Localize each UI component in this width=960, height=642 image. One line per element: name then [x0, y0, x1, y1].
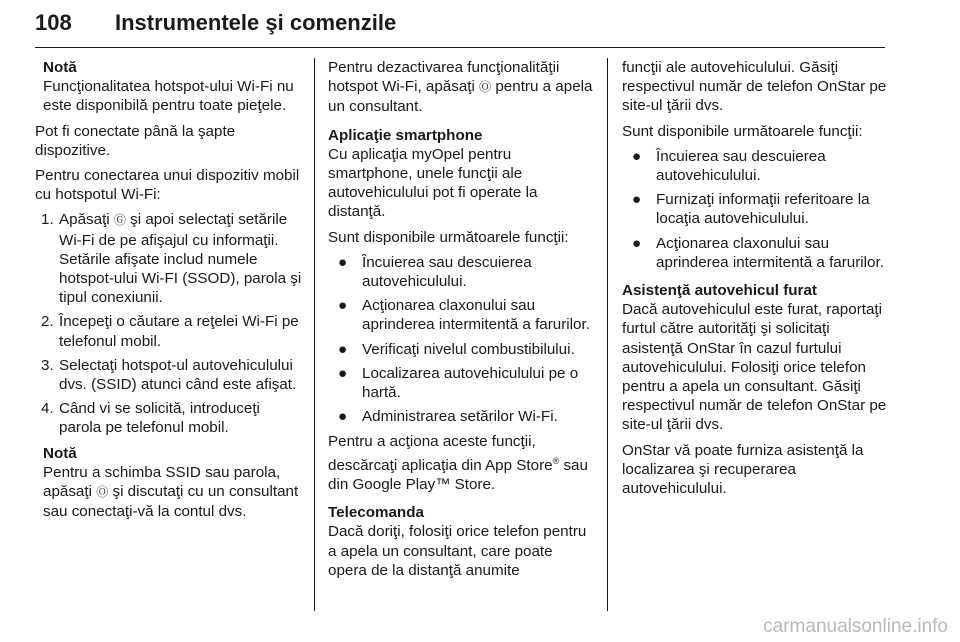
step-text: Începeţi o căutare a reţelei Wi-Fi pe telefonul mobil. — [59, 313, 299, 350]
header-rule — [35, 47, 885, 48]
paragraph-text-post: sau din Google Play™ Store. — [328, 456, 588, 493]
list-item — [328, 364, 593, 402]
bullet-icon: ● — [338, 364, 348, 382]
list-item — [328, 340, 593, 359]
list-item-text: Acţionarea claxonului sau aprinderea intermitentă a farurilor. — [656, 234, 884, 271]
note-title: Notă — [43, 59, 77, 76]
list-item-text: Administrarea setărilor Wi-Fi. — [362, 408, 558, 426]
paragraph: Sunt disponibile următoarele funcţii: — [622, 122, 863, 140]
bullet-list — [328, 253, 593, 427]
paragraph: funcţii ale autovehiculului. Găsiţi respectivul număr de telefon OnStar pe site-ul ţării dvs. — [622, 59, 887, 115]
column-3 — [622, 58, 887, 504]
list-item — [328, 253, 593, 291]
step-number: 1. — [41, 211, 54, 229]
steps-list — [35, 210, 303, 437]
list-item-text: Încuierea sau descuierea autovehiculului. — [362, 253, 532, 291]
watermark: carmanualsonline.info — [763, 616, 948, 637]
list-item-text: Verificaţi nivelul combustibilului. — [362, 340, 575, 358]
column-1 — [35, 58, 303, 527]
paragraph — [328, 58, 593, 117]
paragraph: Pentru conectarea unui dispozitiv mobil cu hotspotul Wi-Fi: — [35, 167, 300, 204]
column-2 — [328, 58, 593, 586]
onstar-services-icon: Ⓖ — [113, 213, 126, 228]
registered-mark: ® — [552, 455, 560, 466]
bullet-icon: ● — [338, 297, 348, 315]
paragraph: Pot fi conectate până la şapte dispozitive. — [35, 122, 236, 159]
list-item — [622, 234, 887, 272]
bullet-icon: ● — [632, 234, 642, 252]
note-text-post: şi discutaţi cu un consultant sau conectaţi-vă la contul dvs. — [43, 483, 299, 521]
step-number: 2. — [41, 313, 54, 331]
column-divider — [607, 58, 608, 611]
column-divider — [314, 58, 315, 611]
list-item — [622, 147, 887, 185]
paragraph: Sunt disponibile următoarele funcţii: — [328, 228, 569, 246]
step-text: Selectaţi hotspot-ul autovehiculului dvs. (SSID) atunci când este afişat. — [59, 356, 297, 394]
page-header — [35, 6, 885, 46]
section-heading: Aplicaţie smartphone — [328, 126, 483, 144]
list-item — [328, 296, 593, 334]
onstar-button-icon: Ⓞ — [96, 485, 109, 500]
list-item — [35, 312, 303, 350]
list-item-text: Încuierea sau descuierea autovehiculului. — [656, 147, 826, 185]
step-number: 4. — [41, 400, 54, 418]
paragraph-text-pre: Pentru dezactivarea funcţionalităţii hotspot Wi-Fi, apăsaţi — [328, 59, 560, 96]
bullet-icon: ● — [338, 340, 348, 358]
list-item — [35, 399, 303, 437]
bullet-icon: ● — [632, 191, 642, 209]
list-item — [622, 190, 887, 228]
bullet-icon: ● — [632, 147, 642, 165]
section-heading: Asistenţă autovehicul furat — [622, 282, 817, 300]
paragraph: Dacă autovehiculul este furat, raportaţi furtul către autorităţi şi solicitaţi asistenţă OnStar în cazul furtului autovehiculului. Folosiţi orice telefon pentru a apela un consultant. Găsiţi respectivul număr de telefon OnStar pe site-ul ţării dvs. — [622, 301, 887, 434]
note-text: Funcţionalitatea hotspot-ului Wi-Fi nu este disponibilă pentru toate pieţele. — [43, 78, 294, 115]
onstar-button-icon: Ⓞ — [479, 80, 492, 95]
step-text: Când vi se solicită, introduceţi parola pe telefonul mobil. — [59, 400, 260, 437]
step-number: 3. — [41, 356, 54, 374]
note-text — [43, 463, 303, 522]
list-item — [35, 356, 303, 394]
paragraph: Dacă doriţi, folosiţi orice telefon pentru a apela un consultant, care poate opera de la distanţă anumite — [328, 523, 587, 579]
paragraph-text-pre: Pentru a acţiona aceste funcţii, descărcaţi aplicaţia din App Store — [328, 433, 553, 474]
step-text-pre: Apăsaţi — [59, 211, 110, 229]
section-heading: Telecomanda — [328, 504, 424, 522]
note-text-pre: Pentru a schimba SSID sau parola, apăsaţi — [43, 463, 281, 501]
bullet-list — [622, 147, 887, 272]
step-text-post: şi apoi selectaţi setările Wi-Fi de pe afişajul cu informaţii. Setările afişate includ numele hotspot-ului Wi-FI (SSOD), parola şi tipul conexiunii. — [59, 211, 302, 307]
note-box — [35, 58, 303, 116]
paragraph — [328, 432, 593, 494]
paragraph: OnStar vă poate furniza asistenţă la localizarea şi recuperarea autovehiculului. — [622, 441, 864, 498]
list-item-text: Localizarea autovehiculului pe o hartă. — [362, 364, 579, 402]
note-box — [35, 444, 303, 522]
paragraph: Cu aplicaţia myOpel pentru smartphone, unele funcţii ale autovehiculului pot fi operate la distanţă. — [328, 145, 538, 221]
chapter-title: Instrumentele şi comenzile — [115, 10, 397, 35]
list-item-text: Furnizaţi informaţii referitoare la locaţia autovehiculului. — [656, 191, 870, 228]
page-number: 108 — [35, 10, 72, 35]
paragraph-text-post: pentru a apela un consultant. — [328, 78, 593, 116]
bullet-icon: ● — [338, 408, 348, 426]
note-title: Notă — [43, 444, 77, 462]
bullet-icon: ● — [338, 253, 348, 271]
list-item — [328, 407, 593, 426]
list-item-text: Acţionarea claxonului sau aprinderea intermitentă a farurilor. — [362, 297, 590, 334]
list-item — [35, 210, 303, 307]
